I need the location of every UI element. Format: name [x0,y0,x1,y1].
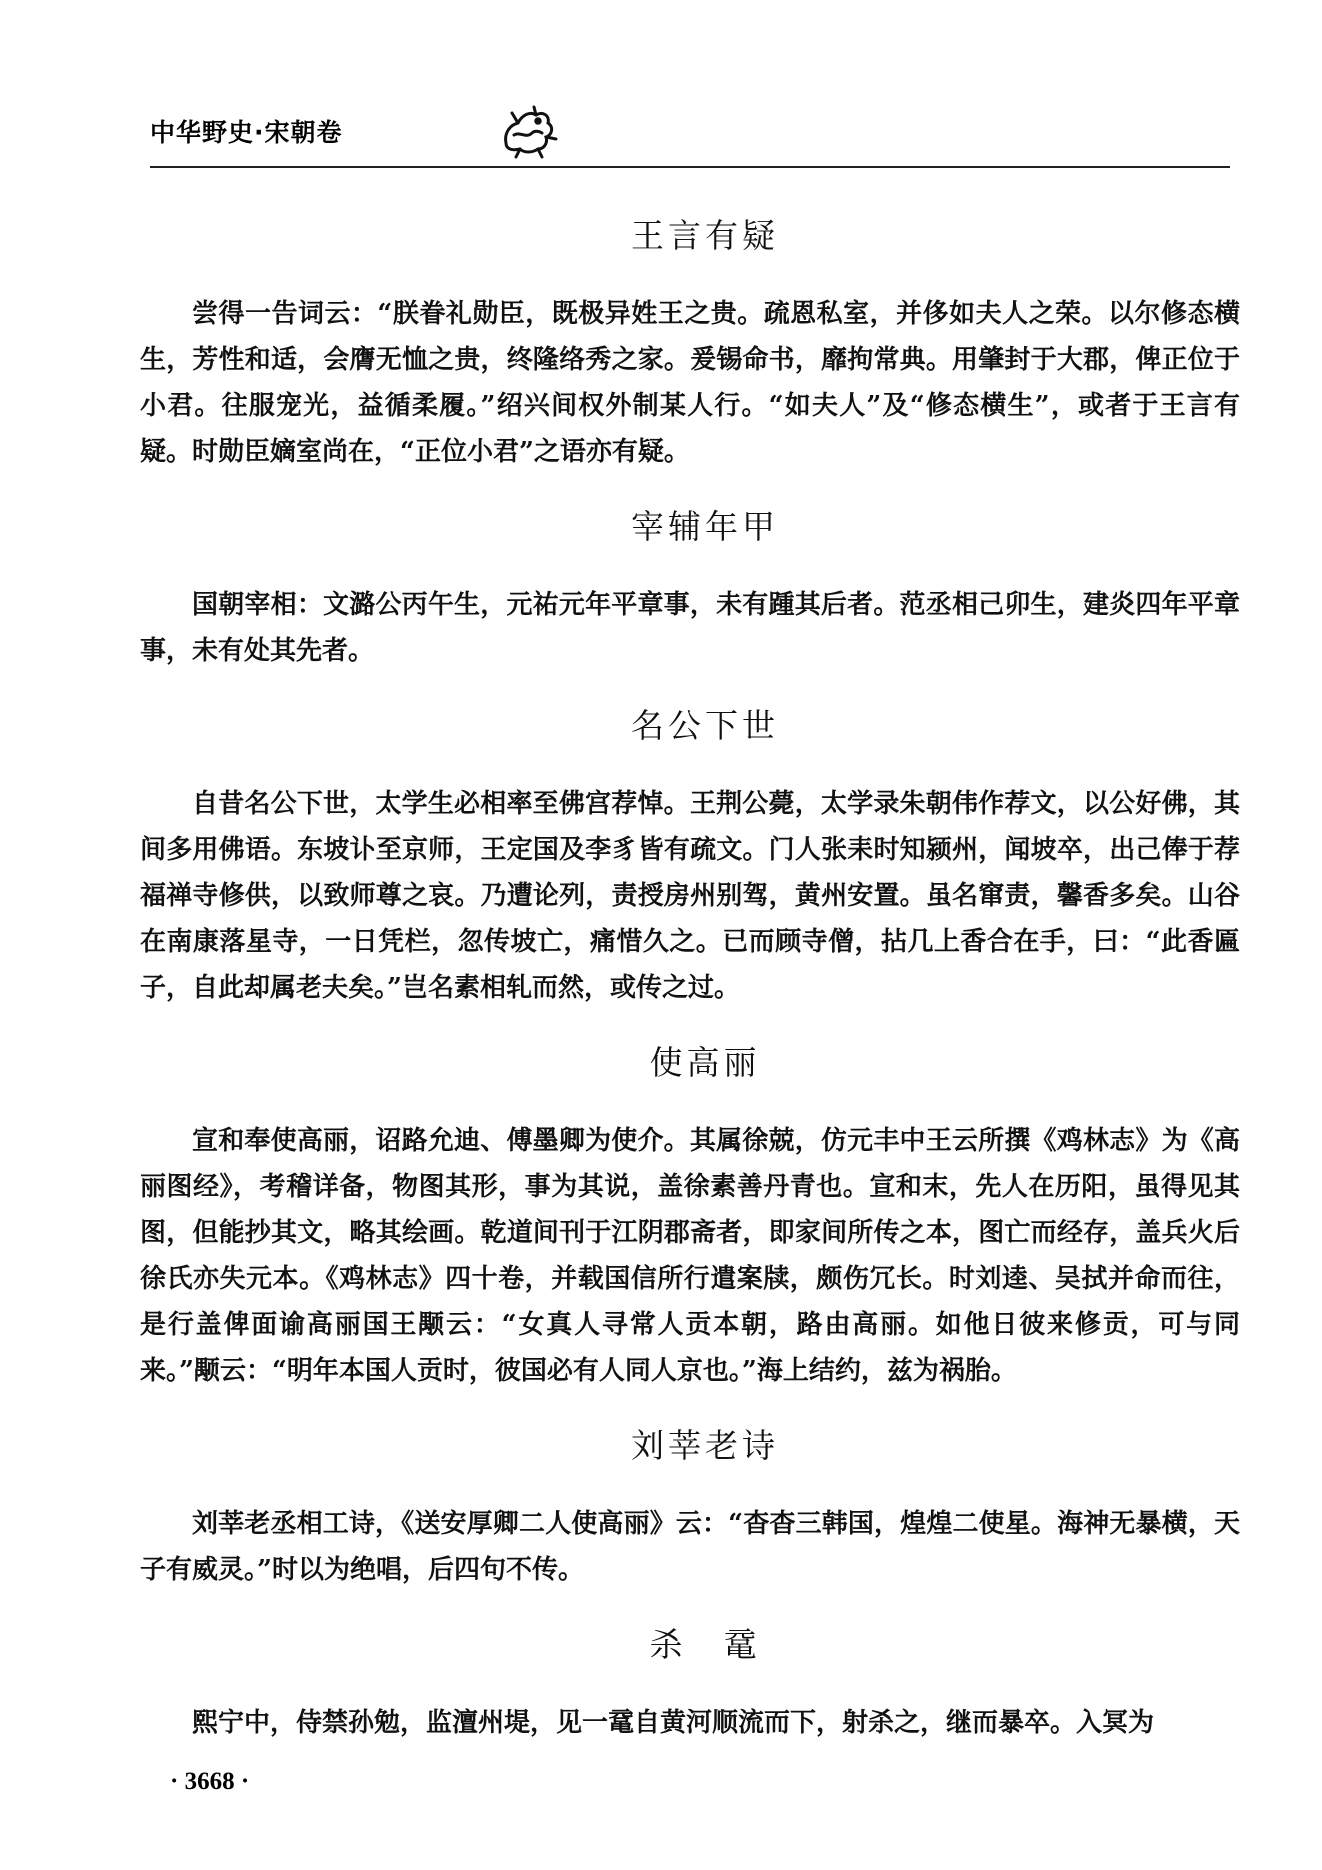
section-title: 刘莘老诗 [631,1426,779,1465]
section-ming-gong-xia-shi [140,700,1240,1011]
running-header [150,103,570,163]
dragon-emblem-icon [498,103,558,159]
header-divider [150,166,1230,168]
section-body: 宣和奉使高丽，诏路允迪、傅墨卿为使介。其属徐兢，仿元丰中王云所撰《鸡林志》为《高丽图经》，考稽详备，物图其形，事为其说，盖徐素善丹青也。宣和末，先人在历阳，虽得见其图，但能抄其文，略其绘画。乾道间刊于江阴郡斋者，即家间所传之本，图亡而经存，盖兵火后徐氏亦失元本。《鸡林志》四十卷，并载国信所行遣案牍，颇伤冗长。时刘逵、吴拭并命而往，是行盖俾面谕高丽国王颙云：“女真人寻常人贡本朝，路由高丽。如他日彼来修贡，可与同来。”颙云：“明年本国人贡时，彼国必有人同人京也。”海上结约，兹为祸胎。 [140,1126,1240,1386]
main-text [140,210,1240,1772]
section-wang-yan-you-yi [140,210,1240,475]
page-number: · 3668 · [170,1768,250,1795]
section-body: 国朝宰相：文潞公丙午生，元祐元年平章事，未有踵其后者。范丞相己卯生，建炎四年平章事，未有处其先者。 [140,590,1240,666]
book-title: 中华野史·宋朝卷 [150,118,343,147]
section-body: 熙宁中，侍禁孙勉，监澶州堤，见一鼋自黄河顺流而下，射杀之，继而暴卒。入冥为 [192,1708,1155,1738]
section-title: 宰辅年甲 [631,507,779,546]
section-zai-fu-nian-jia [140,501,1240,674]
section-title: 王言有疑 [631,216,779,255]
section-sha-yuan [140,1619,1240,1746]
section-body: 刘莘老丞相工诗，《送安厚卿二人使高丽》云：“杳杳三韩国，煌煌二使星。海神无暴横，天子有威灵。”时以为绝唱，后四句不传。 [140,1509,1240,1585]
section-body: 自昔名公下世，太学生必相率至佛宫荐悼。王荆公薨，太学录朱朝伟作荐文，以公好佛，其间多用佛语。东坡讣至京师，王定国及李豸皆有疏文。门人张耒时知颍州，闻坡卒，出己俸于荐福禅寺修供，以致师尊之哀。乃遭论列，责授房州别驾，黄州安置。虽名窜责，馨香多矣。山谷在南康落星寺，一日凭栏，忽传坡亡，痛惜久之。已而顾寺僧，拈几上香合在手，曰：“此香匾子，自此却属老夫矣。”岂名素相轧而然，或传之过。 [140,789,1240,1003]
section-title: 名公下世 [631,706,779,745]
section-title: 杀 鼋 [649,1625,761,1664]
section-body: 尝得一告词云：“朕眷礼勋臣，既极异姓王之贵。疏恩私室，并侈如夫人之荣。以尔修态横生，芳性和适，会膺无恤之贵，终隆络秀之家。爰锡命书，靡拘常典。用肇封于大郡，俾正位于小君。往服宠光，益循柔履。”绍兴间权外制某人行。“如夫人”及“修态横生”，或者于王言有疑。时勋臣嫡室尚在，“正位小君”之语亦有疑。 [140,299,1240,467]
section-title: 使高丽 [649,1043,761,1082]
section-liu-xin-lao-shi [140,1420,1240,1593]
section-shi-gao-li [140,1037,1240,1394]
